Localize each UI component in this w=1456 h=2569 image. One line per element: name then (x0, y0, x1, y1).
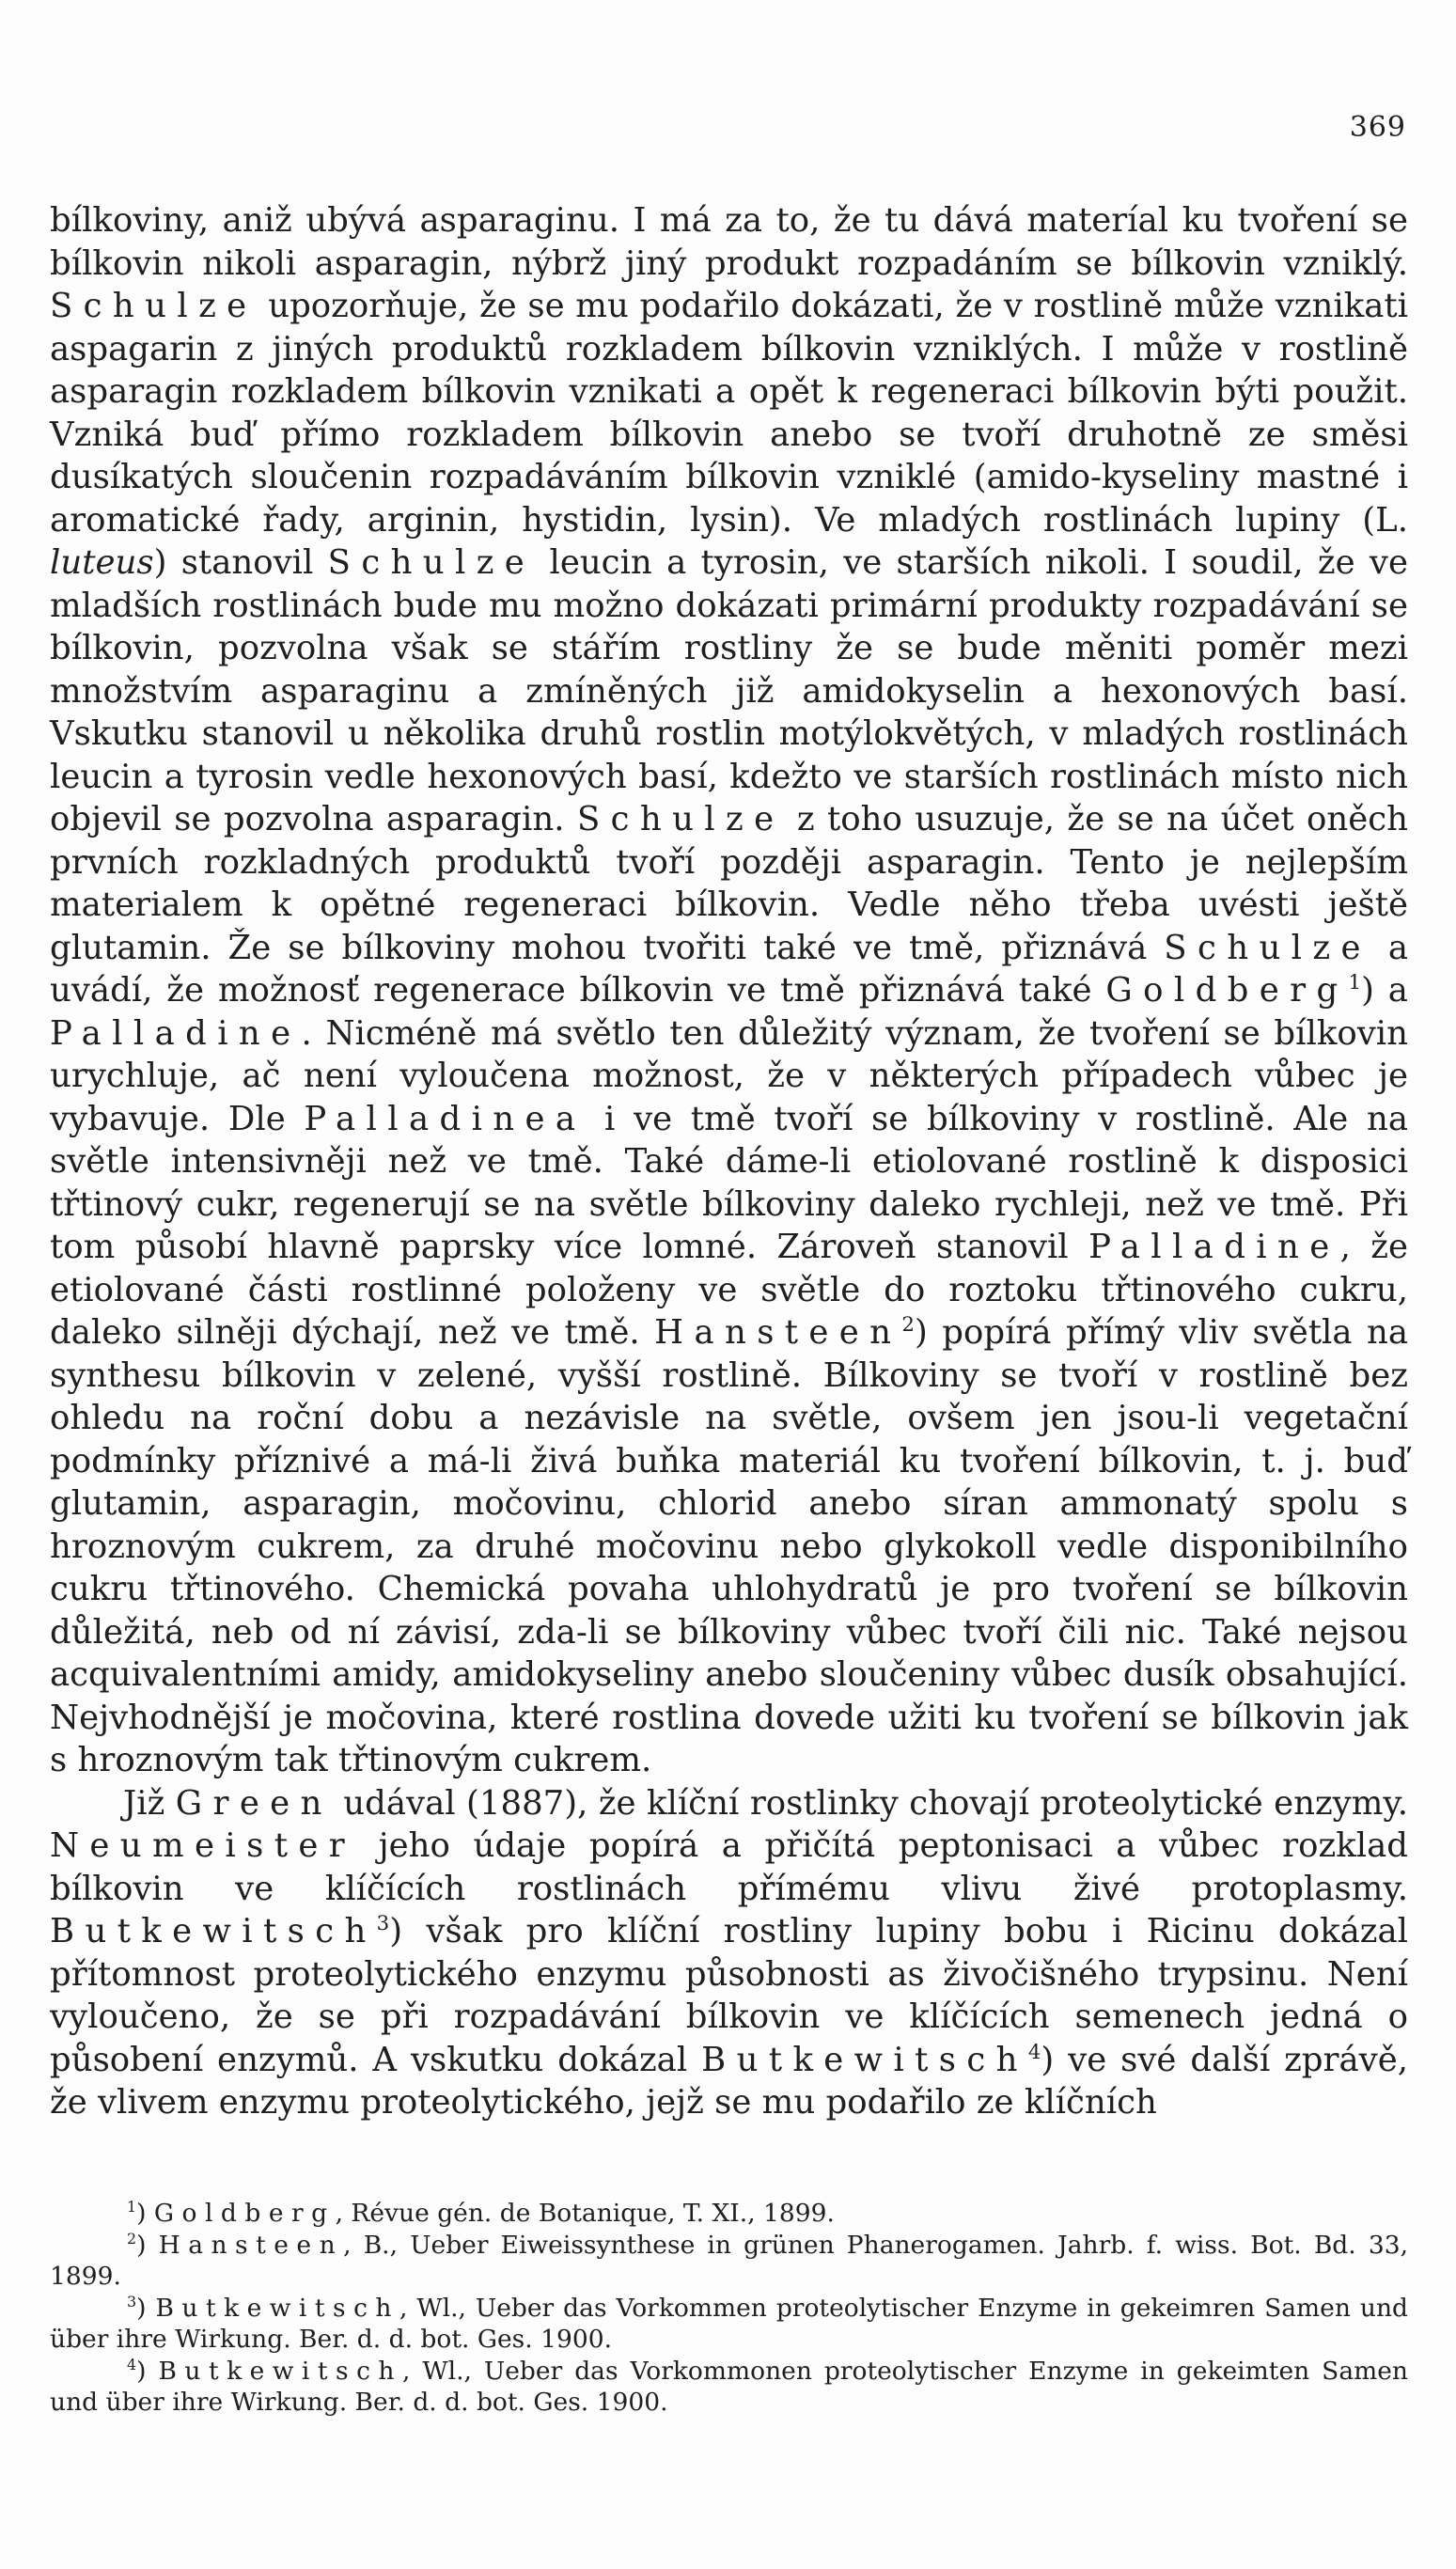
footnotes (50, 2198, 1408, 2419)
footnote-author: Butkewitsch (155, 2293, 399, 2323)
footnote-author: Butkewitsch (158, 2356, 402, 2386)
author-name: Green (175, 1783, 333, 1823)
footnote-author: Hansteen (158, 2230, 344, 2260)
author-name: Palladine (1088, 1228, 1340, 1266)
author-name: Palladine (50, 1013, 302, 1053)
footnote-text: , Wl., Ueber das Vorkommonen proteolytischer Enzyme in gekeimten Samen und über ihre Wirkung. Ber. d. d. bot. Ges. 1900. (50, 2356, 1408, 2417)
footnote-text: , Révue gén. de Botanique, T. XI., 1899. (335, 2199, 835, 2228)
author-name: Goldberg (1105, 971, 1349, 1010)
body-text (50, 199, 1408, 2124)
footnote-ref: 4 (1027, 2040, 1041, 2064)
footnote: $^3$) Butkewitsch, Wl., Ueber das Vorkommen proteolytischer Enzyme in gekeimren Samen und über ihre Wirkung. Ber. d. d. bot. Ges. 1900. (50, 2292, 1409, 2354)
text-run: upozorňuje, že se mu podařilo dokázati, že v rostlině může vznikati aspagarin z jiných produktů rozkladem bílkovin vzniklých. I může v rostlině asparagin rozkladem bílkovin vznikati a opět k regeneraci bílkovin býti použit. Vzniká buď přímo rozkladem bílkovin anebo se tvoří druhotně ze směsi dusíkatých sloučenin rozpadáváním bílkovin vzniklé (amido-kyseliny mastné i aromatické řady, arginin, hystidin, lysin). Ve mladých rostlinách lupiny (L. (50, 287, 1408, 540)
author-name: Schulze (576, 800, 785, 838)
text-run: , že etiolované části rostlinné položeny ve světle do roztoku třtinového cukru, daleko silněji dýchají, než ve tmě. (50, 1228, 1409, 1352)
text-run: ) však pro klíční rostliny lupiny bobu i Ricinu dokázal přítomnost proteolytického enzymu působnosti as živočišného trypsinu. Není vyloučeno, že se při rozpadávání bílkovin ve klíčících semenech jedná o působení enzymů. A vskutku dokázal (50, 1912, 1408, 2079)
text-run: a uvádí, že možnosť regenerace bílkovin ve tmě přiznává také (50, 928, 1408, 1010)
text-run: ) a (1361, 971, 1408, 1010)
footnote-mark: 1 (127, 2198, 137, 2217)
text-run: i ve tmě tvoří se bílkoviny v rostlině. Ale na světle intensivněji než ve tmě. Také dáme-li etiolované rostlině k disposici třtinový cukr, regenerují se na světle bílkoviny daleko rychleji, než ve tmě. Při tom působí hlavně paprsky více lomné. Zároveň stanovil (50, 1099, 1408, 1266)
author-name: Schulze (327, 543, 536, 582)
footnote-mark: 3 (127, 2292, 137, 2311)
author-name: Hansteen (654, 1313, 902, 1352)
footnote: $^2$) Hansteen, B., Ueber Eiweissynthese in grünen Phanerogamen. Jahrb. f. wiss. Bot. Bd. 33, 1899. (50, 2229, 1408, 2291)
footnote-mark: 4 (127, 2355, 137, 2373)
footnote-ref: 1 (1348, 971, 1362, 995)
footnote-text: , B., Ueber Eiweissynthese in grünen Phanerogamen. Jahrb. f. wiss. Bot. Bd. 33, 1899. (50, 2230, 1408, 2291)
text-run: ) popírá přímý vliv světla na synthesu bílkovin v zelené, vyšší rostlině. Bílkoviny se tvoří v rostlině bez ohledu na roční dobu a nezávisle na světle, ovšem jen jsou-li vegetační podmínky příznivé a má-li živá buňka materiál ku tvoření bílkovin, t. j. buď glutamin, asparagin, močovinu, chlorid anebo síran ammonatý spolu s hroznovým cukrem, za druhé močovinu nebo glykokoll vedle disponibilního cukru třtinového. Chemická povaha uhlohydratů je pro tvoření se bílkovin důležitá, neb od ní závisí, zda-li se bílkoviny vůbec tvoří čili nic. Také nejsou acquivalentními amidy, amidokyseliny anebo sloučeniny vůbec dusík obsahující. Nejvhodnější je močovina, které rostlina dovede užiti ku tvoření se bílkovin jak s hroznovým tak třtinovým cukrem. (50, 1313, 1409, 1779)
footnote-ref: 3 (376, 1912, 390, 1936)
species-name: luteus (50, 543, 154, 582)
paragraph-2 (50, 1782, 1408, 2124)
page-number: 369 (1349, 111, 1406, 144)
author-name: Neumeister (50, 1826, 356, 1865)
text-run: ) ve své další zprávě, že vlivem enzymu proteolytického, jejž se mu podařilo ze klíčních (50, 2040, 1409, 2122)
text-run: ) stanovil (153, 543, 328, 582)
author-name: Butkewitsch (701, 2040, 1028, 2079)
text-run: udával (1887), že klíční rostlinky chovají proteolytické enzymy. (332, 1783, 1408, 1823)
text-run: bílkoviny, aniž ubývá asparaginu. I má za to, že tu dává materíal ku tvoření se bílkovin nikoli asparagin, nýbrž jiný produkt rozpadáním se bílkovin vzniklý. (50, 201, 1408, 283)
text-run: z toho usuzuje, že se na účet oněch prvních rozkladných produktů tvoří později asparagin. Tento je nejlepším materialem k opětné regeneraci bílkovin. Vedle něho třeba uvésti ještě glutamin. Že se bílkoviny mohou tvořiti také ve tmě, přiznává (50, 800, 1408, 967)
text-run: jeho údaje popírá a přičítá peptonisaci a vůbec rozklad bílkovin ve klíčících rostlinách přímému vlivu živé protoplasmy. (50, 1826, 1408, 1908)
text-run: . Nicméně má světlo ten důležitý význam, že tvoření se bílkovin urychluje, ač není vyloučena možnost, že v některých případech vůbec je vybavuje. Dle (50, 1013, 1408, 1138)
author-name: Schulze (1164, 928, 1371, 967)
footnote: $^1$) Goldberg, Révue gén. de Botanique, T. XI., 1899. (127, 2198, 835, 2228)
footnote: $^4$) Butkewitsch, Wl., Ueber das Vorkommonen proteolytischer Enzyme in gekeimten Samen und über ihre Wirkung. Ber. d. d. bot. Ges. 1900. (50, 2355, 1408, 2417)
author-name: Schulze (50, 287, 258, 325)
footnote-mark: 2 (127, 2229, 137, 2248)
paragraph-1 (50, 199, 1408, 1782)
text-run: leucin a tyrosin, ve starších nikoli. I soudil, že ve mladších rostlinách bude mu možno dokázati primární produkty rozpadávání se bílkovin, pozvolna však se stářím rostliny že se bude měniti poměr mezi množstvím asparaginu a zmíněných již amidokyselin a hexonových basí. Vskutku stanovil u několika druhů rostlin motýlokvětých, v mladých rostlinách leucin a tyrosin vedle hexonových basí, kdežto ve starších rostlinách místo nich objevil se pozvolna asparagin. (50, 543, 1408, 838)
footnote-text: , Wl., Ueber das Vorkommen proteolytischer Enzyme in gekeimren Samen und über ihre Wirkung. Ber. d. d. bot. Ges. 1900. (50, 2293, 1409, 2354)
author-name: Butkewitsch (50, 1912, 377, 1950)
footnote-author: Goldberg (153, 2199, 336, 2228)
author-name: Palladinea (304, 1099, 587, 1138)
footnote-ref: 2 (901, 1313, 915, 1338)
text-run: Již (123, 1783, 176, 1823)
